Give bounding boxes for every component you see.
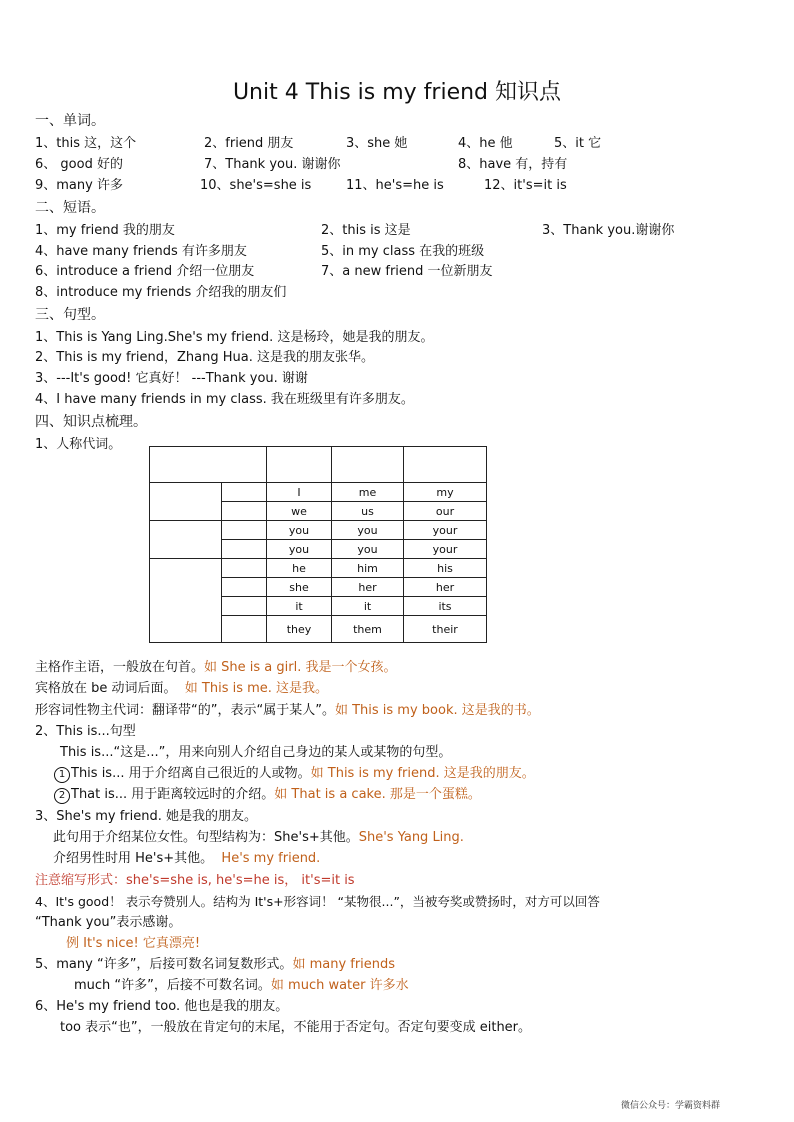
sentence-item: 2、This is my friend，Zhang Hua. 这是我的朋友张华。	[35, 350, 374, 365]
vocab-item: 1、this 这，这个	[35, 136, 137, 151]
table-cell: you	[332, 521, 404, 540]
table-cell	[222, 540, 267, 559]
table-row	[150, 483, 487, 502]
phrase-item: 1、my friend 我的朋友	[35, 223, 175, 238]
phrase-item: 3、Thank you.谢谢你	[542, 223, 675, 238]
table-cell: your	[404, 521, 487, 540]
table-cell	[332, 447, 404, 483]
note-line: too 表示“也”，一般放在肯定句的末尾，不能用于否定句。否定句要变成 either。	[60, 1020, 532, 1035]
sentence-item: 1、This is Yang Ling.She's my friend. 这是杨玲，她是我的朋友。	[35, 330, 434, 345]
table-cell	[222, 597, 267, 616]
section-heading-knowledge: 四、知识点梳理。	[35, 414, 147, 430]
note-line: 形容词性物主代词：翻译带“的”，表示“属于某人”。如 This is my book. 这是我的书。	[35, 703, 540, 718]
vocab-item: 2、friend 朋友	[204, 136, 294, 151]
table-cell: you	[267, 540, 332, 559]
table-cell: my	[404, 483, 487, 502]
table-cell: he	[267, 559, 332, 578]
table-cell	[222, 578, 267, 597]
table-cell	[222, 521, 267, 540]
note-line: 主格作主语，一般放在句首。如 She is a girl. 我是一个女孩。	[35, 660, 397, 675]
table-row	[150, 559, 487, 578]
phrase-item: 7、a new friend 一位新朋友	[321, 264, 493, 279]
note-line: much “许多”，后接不可数名词。如 much water 许多水	[74, 978, 409, 993]
phrase-item: 5、in my class 在我的班级	[321, 244, 485, 259]
page-title: Unit 4 This is my friend 知识点	[232, 80, 562, 105]
sentence-item: 4、I have many friends in my class. 我在班级里有许多朋友。	[35, 392, 414, 407]
table-cell: them	[332, 616, 404, 643]
note-line: 此句用于介绍某位女性。句型结构为：She's+其他。She's Yang Ling.	[53, 830, 464, 845]
subheading-pronouns: 1、人称代词。	[35, 437, 122, 452]
table-cell: you	[332, 540, 404, 559]
vocab-item: 7、Thank you. 谢谢你	[204, 157, 341, 172]
circled-number: 1	[54, 767, 70, 783]
table-row	[150, 521, 487, 540]
table-cell: I	[267, 483, 332, 502]
point-heading: 4、It's good！ 表示夸赞别人。结构为 It's+形容词！ “某物很...”，当被夸奖或赞扬时，对方可以回答	[35, 894, 600, 909]
abbreviation-note: 注意缩写形式：she's=she is, he's=he is， it's=it is	[35, 873, 355, 888]
table-cell: him	[332, 559, 404, 578]
section-heading-sentences: 三、句型。	[35, 307, 105, 323]
table-cell: her	[404, 578, 487, 597]
table-cell: their	[404, 616, 487, 643]
note-line: 宾格放在 be 动词后面。 如 This is me. 这是我。	[35, 681, 329, 696]
vocab-item: 10、she's=she is	[200, 178, 312, 193]
table-header-row	[150, 447, 487, 483]
phrase-item: 4、have many friends 有许多朋友	[35, 244, 247, 259]
phrase-item: 2、this is 这是	[321, 223, 411, 238]
table-cell: we	[267, 502, 332, 521]
vocab-item: 3、she 她	[346, 136, 408, 151]
note-line: “Thank you”表示感谢。	[35, 915, 182, 930]
table-cell	[404, 447, 487, 483]
table-cell	[222, 559, 267, 578]
table-cell: our	[404, 502, 487, 521]
note-line: This is...“这是...”，用来向别人介绍自己身边的某人或某物的句型。	[60, 745, 452, 760]
vocab-item: 6、 good 好的	[35, 157, 123, 172]
phrase-item: 8、introduce my friends 介绍我的朋友们	[35, 285, 287, 300]
section-heading-vocabulary: 一、单词。	[35, 113, 105, 129]
table-cell	[150, 483, 222, 521]
table-cell: she	[267, 578, 332, 597]
table-cell	[150, 559, 222, 643]
pronoun-table	[149, 446, 487, 643]
table-cell: they	[267, 616, 332, 643]
note-line: 介绍男性时用 He's+其他。 He's my friend.	[53, 851, 321, 866]
table-cell: me	[332, 483, 404, 502]
table-cell: its	[404, 597, 487, 616]
section-heading-phrases: 二、短语。	[35, 200, 105, 216]
table-cell	[222, 483, 267, 502]
vocab-item: 11、he's=he is	[346, 178, 444, 193]
point-heading: 2、This is...句型	[35, 724, 136, 739]
table-cell: it	[267, 597, 332, 616]
table-cell	[267, 447, 332, 483]
table-cell: your	[404, 540, 487, 559]
table-cell: his	[404, 559, 487, 578]
vocab-item: 4、he 他	[458, 136, 513, 151]
table-cell: it	[332, 597, 404, 616]
point-heading: 5、many “许多”，后接可数名词复数形式。如 many friends	[35, 957, 396, 972]
sentence-item: 3、---It's good! 它真好！ ---Thank you. 谢谢	[35, 371, 308, 386]
vocab-item: 8、have 有，持有	[458, 157, 568, 172]
table-cell: you	[267, 521, 332, 540]
vocab-item: 5、it 它	[554, 136, 602, 151]
point-heading: 3、She's my friend. 她是我的朋友。	[35, 809, 258, 824]
vocab-item: 9、many 许多	[35, 178, 123, 193]
note-line: 1 This is... 用于介绍离自己很近的人或物。如 This is my friend. 这是我的朋友。	[54, 765, 535, 783]
footer-watermark: 微信公众号：学霸资料群	[621, 1101, 721, 1111]
example-line: 例 It's nice! 它真漂亮!	[66, 936, 201, 951]
table-cell: her	[332, 578, 404, 597]
table-cell	[222, 616, 267, 643]
table-cell	[150, 447, 267, 483]
phrase-item: 6、introduce a friend 介绍一位朋友	[35, 264, 255, 279]
table-cell: us	[332, 502, 404, 521]
point-heading: 6、He's my friend too. 他也是我的朋友。	[35, 999, 289, 1014]
note-line: 2 That is... 用于距离较远时的介绍。如 That is a cake. 那是一个蛋糕。	[54, 786, 481, 804]
table-cell	[222, 502, 267, 521]
circled-number: 2	[54, 788, 70, 804]
vocab-item: 12、it's=it is	[484, 178, 567, 193]
table-cell	[150, 521, 222, 559]
